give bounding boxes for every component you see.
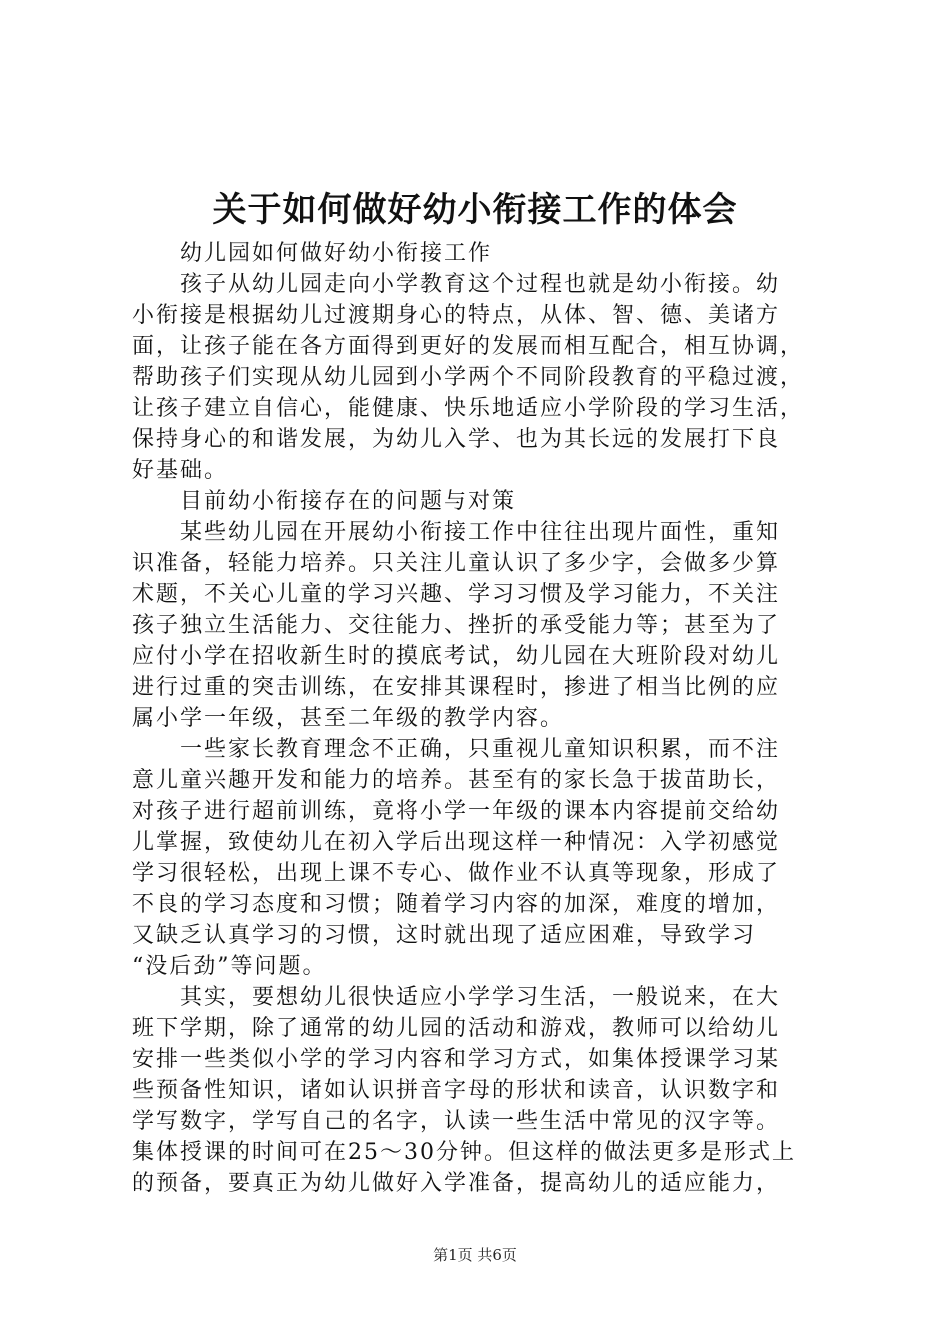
text-line: 识准备，轻能力培养。只关注儿童认识了多少字，会做多少算 <box>132 551 781 576</box>
document-title: 关于如何做好幼小衔接工作的体会 <box>212 190 738 230</box>
text-line: 某些幼儿园在开展幼小衔接工作中往往出现片面性，重知 <box>180 520 781 545</box>
page-footer: 第1页 共6页 <box>433 1246 517 1264</box>
text-line: 些预备性知识，诸如认识拼音字母的形状和读音，认识数字和 <box>132 1078 781 1103</box>
text-line: 面，让孩子能在各方面得到更好的发展而相互配合，相互协调， <box>132 334 805 359</box>
text-line: 属小学一年级，甚至二年级的教学内容。 <box>132 706 565 731</box>
text-line: 学习很轻松，出现上课不专心、做作业不认真等现象，形成了 <box>132 861 781 886</box>
text-line: 保持身心的和谐发展，为幼儿入学、也为其长远的发展打下良 <box>132 427 781 452</box>
text-line: 集体授课的时间可在25～30分钟。但这样的做法更多是形式上 <box>132 1140 796 1165</box>
text-line: 班下学期，除了通常的幼儿园的活动和游戏，教师可以给幼儿 <box>132 1016 781 1041</box>
text-line: 孩子从幼儿园走向小学教育这个过程也就是幼小衔接。幼 <box>180 272 781 297</box>
text-line: 学写数字，学写自己的名字，认读一些生活中常见的汉字等。 <box>132 1109 781 1134</box>
text-line: 又缺乏认真学习的习惯，这时就出现了适应困难，导致学习 <box>132 923 757 948</box>
text-line: 安排一些类似小学的学习内容和学习方式，如集体授课学习某 <box>132 1047 781 1072</box>
document-body <box>132 238 828 1199</box>
text-line: 幼儿园如何做好幼小衔接工作 <box>180 241 493 266</box>
text-line: 孩子独立生活能力、交往能力、挫折的承受能力等；甚至为了 <box>132 613 781 638</box>
text-line: 其实，要想幼儿很快适应小学学习生活，一般说来，在大 <box>180 985 781 1010</box>
text-line: 进行过重的突击训练，在安排其课程时，掺进了相当比例的应 <box>132 675 781 700</box>
text-line: 对孩子进行超前训练，竟将小学一年级的课本内容提前交给幼 <box>132 799 781 824</box>
text-line: 好基础。 <box>132 458 229 483</box>
text-line: 一些家长教育理念不正确，只重视儿童知识积累，而不注 <box>180 737 781 762</box>
text-line: 目前幼小衔接存在的问题与对策 <box>180 489 517 514</box>
text-line: 意儿童兴趣开发和能力的培养。甚至有的家长急于拔苗助长， <box>132 768 781 793</box>
text-line: “没后劲”等问题。 <box>132 954 327 979</box>
text-line: 的预备，要真正为幼儿做好入学准备，提高幼儿的适应能力， <box>132 1171 781 1196</box>
text-line: 不良的学习态度和习惯；随着学习内容的加深，难度的增加， <box>132 892 781 917</box>
text-line: 小衔接是根据幼儿过渡期身心的特点，从体、智、德、美诸方 <box>132 303 781 328</box>
text-line: 应付小学在招收新生时的摸底考试，幼儿园在大班阶段对幼儿 <box>132 644 781 669</box>
text-line: 儿掌握，致使幼儿在初入学后出现这样一种情况：入学初感觉 <box>132 830 781 855</box>
text-line: 帮助孩子们实现从幼儿园到小学两个不同阶段教育的平稳过渡， <box>132 365 805 390</box>
text-line: 让孩子建立自信心，能健康、快乐地适应小学阶段的学习生活， <box>132 396 805 421</box>
text-line: 术题，不关心儿童的学习兴趣、学习习惯及学习能力，不关注 <box>132 582 781 607</box>
